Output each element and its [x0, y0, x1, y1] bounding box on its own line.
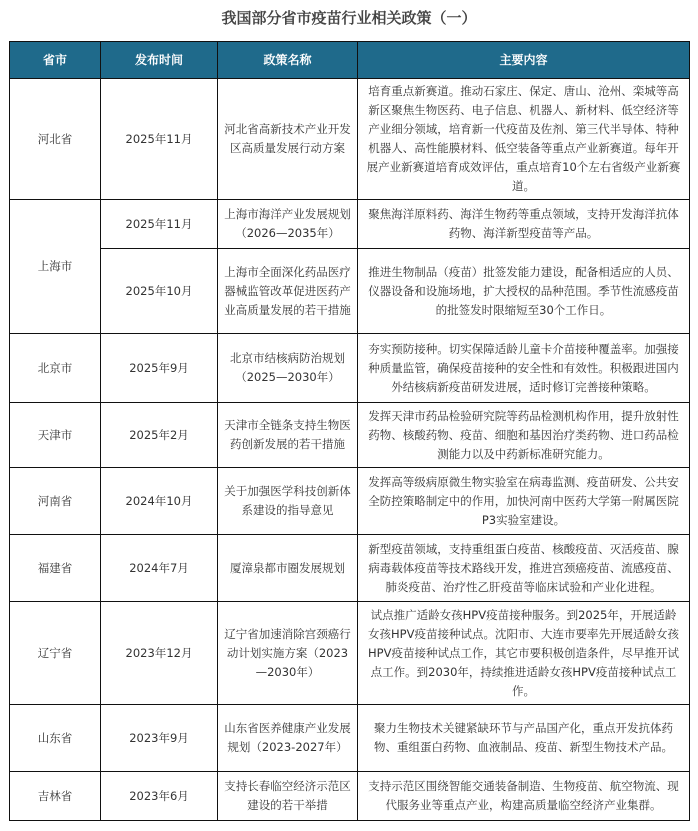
- content-cell: 支持示范区围绕智能交通装备制造、生物疫苗、航空物流、现代服务业等重点产业，构建高质量临空经济产业集群。: [358, 772, 690, 821]
- date-cell: 2023年9月: [101, 705, 218, 772]
- province-cell: 辽宁省: [10, 602, 101, 705]
- policy-name-cell: 上海市全面深化药品医疗器械监管改革促进医药产业高质量发展的若干措施: [218, 249, 358, 334]
- date-cell: 2024年7月: [101, 535, 218, 602]
- province-cell: 天津市: [10, 403, 101, 468]
- policy-name-cell: 支持长春临空经济示范区建设的若干举措: [218, 772, 358, 821]
- content-cell: 推进生物制品（疫苗）批签发能力建设，配备相适应的人员、仪器设备和设施场地，扩大授权的品种范围。季节性流感疫苗的批签发时限缩短至30个工作日。: [358, 249, 690, 334]
- policy-name-cell: 厦漳泉都市圈发展规划: [218, 535, 358, 602]
- policy-name-cell: 山东省医养健康产业发展规划（2023-2027年）: [218, 705, 358, 772]
- header-province: 省市: [10, 42, 101, 79]
- province-cell: 福建省: [10, 535, 101, 602]
- date-cell: 2025年10月: [101, 249, 218, 334]
- content-cell: 培育重点新赛道。推动石家庄、保定、唐山、沧州、栾城等高新区聚焦生物医药、电子信息、机器人、新材料、低空经济等产业细分领域，培育新一代疫苗及佐剂、第三代半导体、特种机器人、高性能膜材料、低空装备等重点产业新赛道。每年开展产业新赛道培育成效评估，重点培育10个左右省级产业新赛道。: [358, 79, 690, 200]
- date-cell: 2024年10月: [101, 468, 218, 535]
- content-cell: 试点推广适龄女孩HPV疫苗接种服务。到2025年，开展适龄女孩HPV疫苗接种试点。沈阳市、大连市要率先开展适龄女孩HPV疫苗接种试点工作，其它市要积极创造条件，尽早推开试点工作。到2030年，持续推进适龄女孩HPV疫苗接种试点工作。: [358, 602, 690, 705]
- date-cell: 2025年11月: [101, 200, 218, 249]
- header-policy: 政策名称: [218, 42, 358, 79]
- policy-name-cell: 天津市全链条支持生物医药创新发展的若干措施: [218, 403, 358, 468]
- policy-name-cell: 关于加强医学科技创新体系建设的指导意见: [218, 468, 358, 535]
- date-cell: 2025年11月: [101, 79, 218, 200]
- table-row: [10, 403, 690, 468]
- content-cell: 新型疫苗领域，支持重组蛋白疫苗、核酸疫苗、灭活疫苗、腺病毒载体疫苗等技术路线开发，推进宫颈癌疫苗、流感疫苗、肺炎疫苗、治疗性乙肝疫苗等临床试验和产业化进程。: [358, 535, 690, 602]
- province-cell: 北京市: [10, 334, 101, 403]
- policy-name-cell: 上海市海洋产业发展规划（2026—2035年）: [218, 200, 358, 249]
- table-header-row: [10, 42, 690, 79]
- province-cell: 山东省: [10, 705, 101, 772]
- table-row: [10, 602, 690, 705]
- date-cell: 2023年6月: [101, 772, 218, 821]
- content-cell: 发挥高等级病原微生物实验室在病毒监测、疫苗研发、公共安全防控策略制定中的作用，加快河南中医药大学第一附属医院P3实验室建设。: [358, 468, 690, 535]
- table-row: [10, 249, 690, 334]
- header-content: 主要内容: [358, 42, 690, 79]
- province-cell: 上海市: [10, 200, 101, 334]
- province-cell: 河南省: [10, 468, 101, 535]
- province-cell: 吉林省: [10, 772, 101, 821]
- table-row: [10, 772, 690, 821]
- date-cell: 2025年2月: [101, 403, 218, 468]
- table-row: [10, 200, 690, 249]
- header-date: 发布时间: [101, 42, 218, 79]
- date-cell: 2023年12月: [101, 602, 218, 705]
- table-row: [10, 705, 690, 772]
- table-row: [10, 535, 690, 602]
- date-cell: 2025年9月: [101, 334, 218, 403]
- table-row: [10, 79, 690, 200]
- policy-name-cell: 河北省高新技术产业开发区高质量发展行动方案: [218, 79, 358, 200]
- content-cell: 聚焦海洋原料药、海洋生物药等重点领域，支持开发海洋抗体药物、海洋新型疫苗等产品。: [358, 200, 690, 249]
- policy-name-cell: 辽宁省加速消除宫颈癌行动计划实施方案（2023—2030年）: [218, 602, 358, 705]
- policy-name-cell: 北京市结核病防治规划（2025—2030年）: [218, 334, 358, 403]
- table-row: [10, 334, 690, 403]
- page-title: 我国部分省市疫苗行业相关政策（一）: [221, 9, 477, 27]
- content-cell: 聚力生物技术关键紧缺环节与产品国产化，重点开发抗体药物、重组蛋白药物、血液制品、疫苗、新型生物技术产品。: [358, 705, 690, 772]
- content-cell: 发挥天津市药品检验研究院等药品检测机构作用，提升放射性药物、核酸药物、疫苗、细胞和基因治疗类药物、进口药品检测能力以及中药新标准研究能力。: [358, 403, 690, 468]
- policy-table: [9, 41, 690, 821]
- content-cell: 夯实预防接种。切实保障适龄儿童卡介苗接种覆盖率。加强接种质量监管，确保疫苗接种的安全性和有效性。积极跟进国内外结核病新疫苗研发进展，适时修订完善接种策略。: [358, 334, 690, 403]
- table-row: [10, 468, 690, 535]
- province-cell: 河北省: [10, 79, 101, 200]
